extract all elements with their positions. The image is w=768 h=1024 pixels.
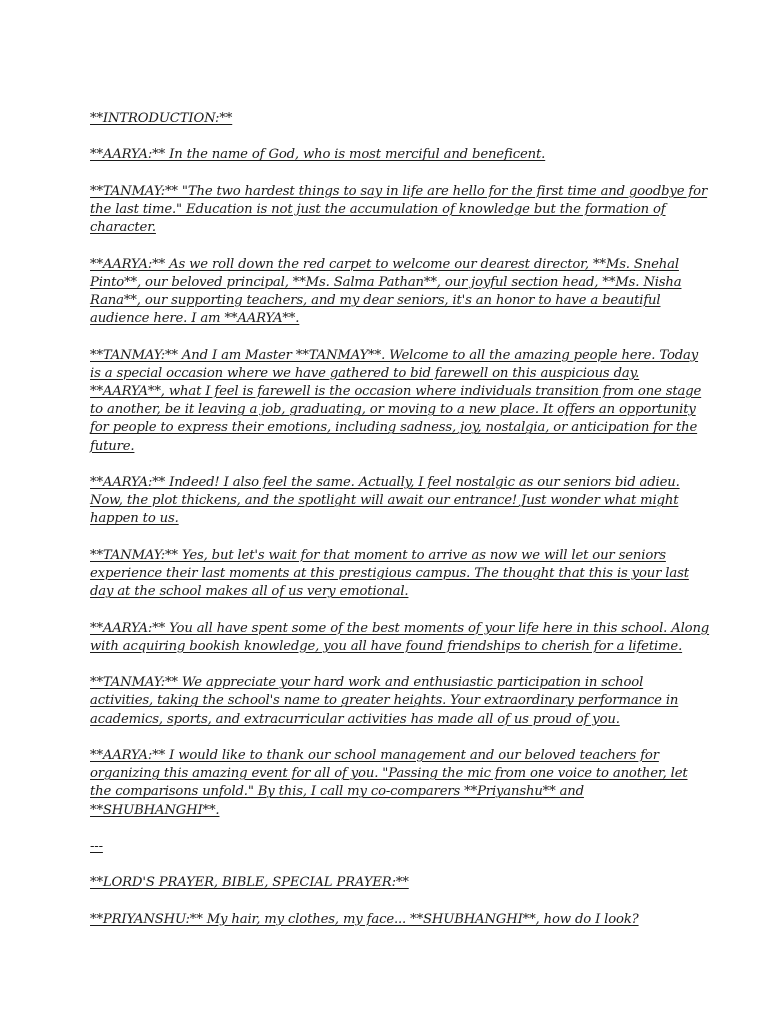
text-line: **SHUBHANGHI**. [90, 802, 220, 818]
text-line: **LORD'S PRAYER, BIBLE, SPECIAL PRAYER:** [90, 875, 409, 891]
text-line: organizing this amazing event for all of you. "Passing the mic from one voice to another, let [90, 766, 688, 782]
text-line: **AARYA:** In the name of God, who is most merciful and beneficent. [90, 147, 546, 163]
paragraph [90, 347, 702, 456]
text-line: experience their last moments at this prestigious campus. The thought that this is your last [90, 565, 689, 581]
paragraph [90, 874, 680, 892]
text-line: future. [90, 438, 135, 454]
text-line: **AARYA:** As we roll down the red carpet to welcome our dearest director, **Ms. Snehal [90, 256, 679, 272]
text-line: **TANMAY:** And I am Master **TANMAY**. Welcome to all the amazing people here. Today [90, 347, 699, 363]
text-line: the comparisons unfold." By this, I call my co-comparers **Priyanshu** and [90, 784, 584, 800]
text-line: for people to express their emotions, including sadness, joy, nostalgia, or anticipation for the [90, 420, 698, 436]
text-line: character. [90, 220, 156, 236]
text-line: with acquiring bookish knowledge, you all have found friendships to cherish for a lifetime. [90, 638, 683, 654]
text-line: **TANMAY:** Yes, but let's wait for that moment to arrive as now we will let our seniors [90, 547, 666, 563]
text-line: **TANMAY:** We appreciate your hard work and enthusiastic participation in school [90, 675, 644, 691]
paragraph [90, 474, 680, 529]
text-line: is a special occasion where we have gathered to bid farewell on this auspicious day. [90, 365, 640, 381]
paragraph [90, 747, 688, 820]
text-line: **INTRODUCTION:** [90, 111, 233, 126]
text-line: to another, be it leaving a job, graduating, or moving to a new place. It offers an opportunity [90, 402, 696, 418]
text-line: the last time." Education is not just the accumulation of knowledge but the formation of [90, 201, 666, 217]
text-line: academics, sports, and extracurricular activities has made all of us proud of you. [90, 711, 620, 727]
text-line: happen to us. [90, 511, 179, 527]
paragraph [90, 146, 680, 164]
text-line: day at the school makes all of us very emotional. [90, 584, 409, 600]
text-line: activities, taking the school's name to greater heights. Your extraordinary performance in [90, 693, 679, 709]
text-line: **AARYA:** You all have spent some of the best moments of your life here in this school. Along [90, 620, 710, 636]
text-line: Now, the plot thickens, and the spotlight will await our entrance! Just wonder what might [90, 493, 679, 509]
paragraph [90, 620, 710, 656]
text-line: **AARYA**, what I feel is farewell is the occasion where individuals transition from one stage [90, 383, 702, 399]
text-line: Pinto**, our beloved principal, **Ms. Salma Pathan**, our joyful section head, **Ms. Nisha [90, 274, 682, 290]
text-line: Rana**, our supporting teachers, and my dear seniors, it's an honor to have a beautiful [90, 292, 661, 308]
paragraph [90, 674, 680, 729]
text-line: audience here. I am **AARYA**. [90, 311, 300, 327]
document-body [90, 110, 710, 947]
paragraph [90, 911, 680, 929]
paragraph [90, 838, 680, 856]
paragraph [90, 110, 680, 128]
text-line: **TANMAY:** "The two hardest things to say in life are hello for the first time and goodbye for [90, 183, 708, 199]
text-line: **AARYA:** I would like to thank our school management and our beloved teachers for [90, 747, 659, 763]
text-line: **AARYA:** Indeed! I also feel the same. Actually, I feel nostalgic as our seniors bid adieu. [90, 474, 680, 490]
paragraph [90, 547, 689, 602]
text-line: **PRIYANSHU:** My hair, my clothes, my face... **SHUBHANGHI**, how do I look? [90, 911, 639, 927]
paragraph [90, 183, 708, 238]
text-line: --- [90, 838, 103, 854]
paragraph [90, 256, 680, 329]
